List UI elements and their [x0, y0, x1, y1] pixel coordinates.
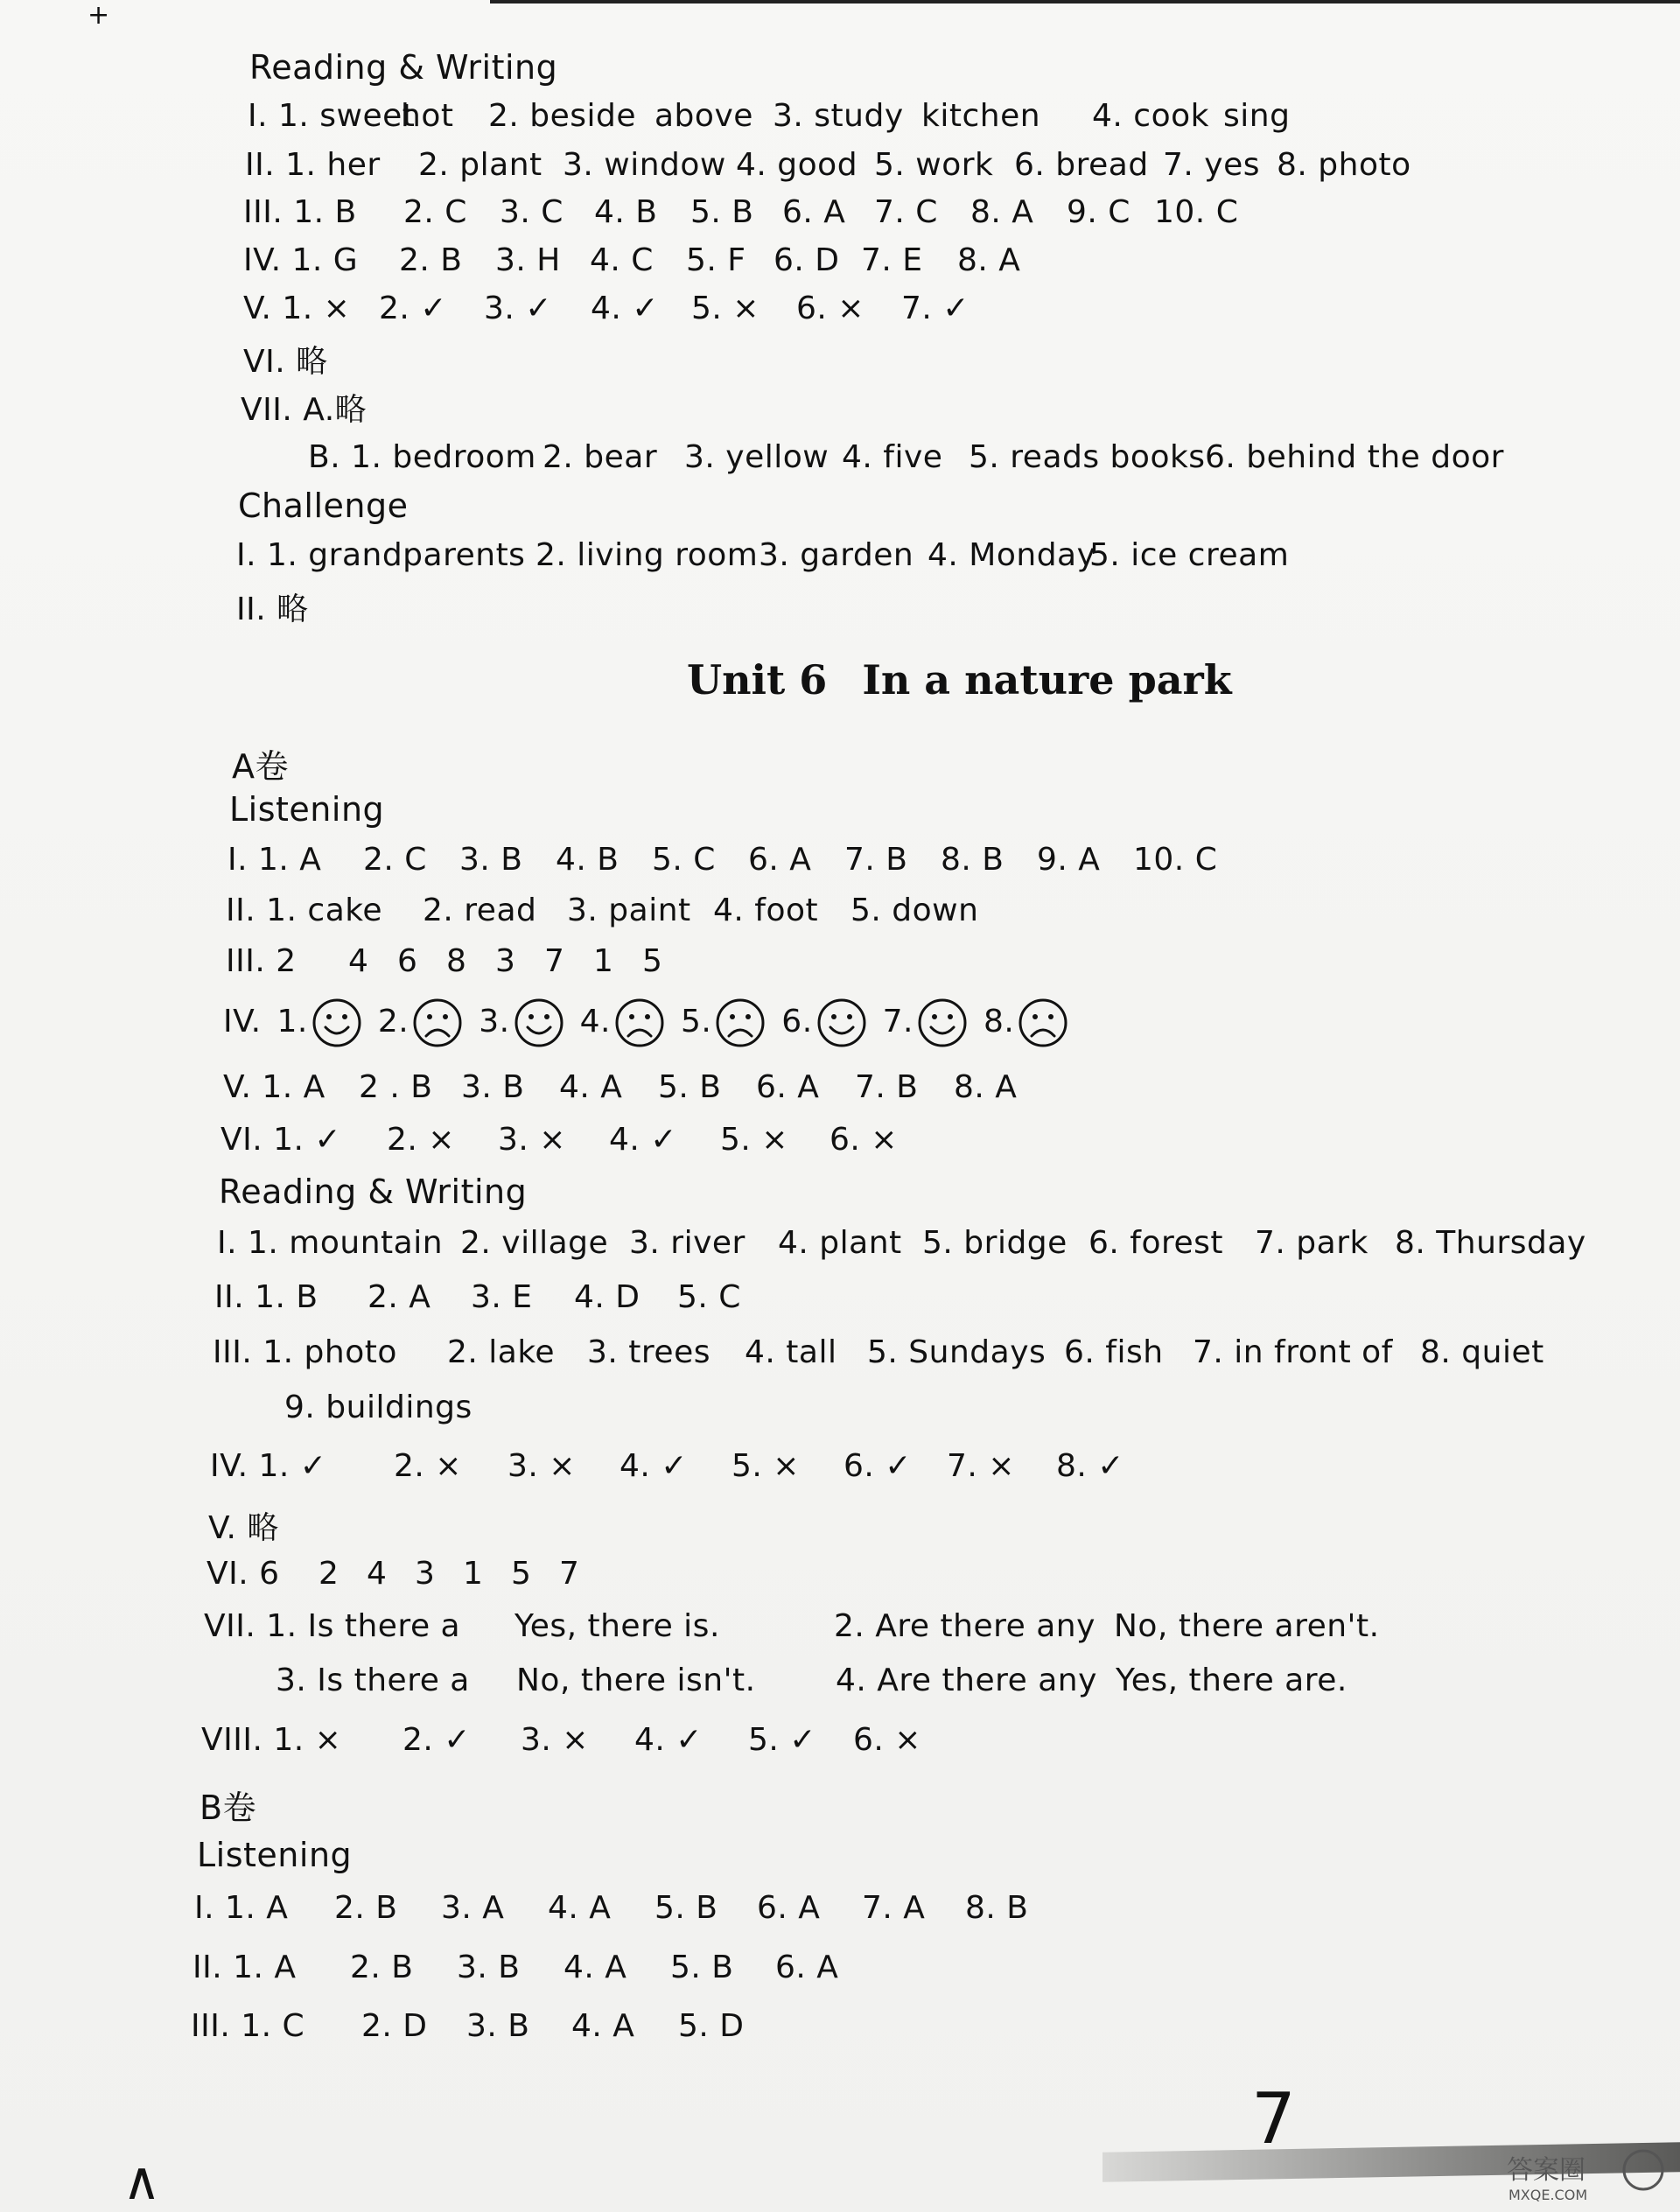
paper-a-l3: III. 2 4 6 8 3 7 1 5: [226, 943, 663, 979]
paper-b-label: B卷: [200, 1788, 257, 1827]
corner-mark-bottom: ∧: [122, 2151, 161, 2212]
sad-face-icon: [614, 998, 665, 1048]
paper-a-r2: II. 1. B 2. A 3. E 4. D 5. C: [214, 1279, 741, 1315]
face-label: 2.: [377, 1004, 410, 1040]
rw-top-q1: I. 1. sweethot 2. beside above 3. study kitchen 4. cook sing: [248, 98, 1291, 134]
rw-top-q5: V. 1. × 2. ✓ 3. ✓ 4. ✓ 5. × 6. × 7. ✓: [243, 290, 970, 326]
paper-b-l2: II. 1. A 2. B 3. B 4. A 5. B 6. A: [192, 1950, 839, 1985]
paper-b-l3: III. 1. C 2. D 3. B 4. A 5. D: [191, 2008, 745, 2044]
paper-a-l2: II. 1. cake 2. read 3. paint 4. foot 5. down: [226, 892, 979, 928]
unit-name: In a nature park: [862, 656, 1232, 704]
paper-a-rw-heading: Reading & Writing: [219, 1172, 528, 1211]
rw-top-q3: III. 1. B 2. C 3. C 4. B 5. B 6. A 7. C 8. A 9. C 10. C: [243, 194, 1239, 230]
smiley-face-icon: [816, 998, 867, 1048]
challenge-heading: Challenge: [238, 486, 409, 525]
paper-b-listening-heading: Listening: [197, 1836, 353, 1874]
sad-face-icon: [1018, 998, 1068, 1048]
rw-top-q7a: VII. A.略: [241, 392, 368, 428]
unit-title: [687, 656, 1267, 704]
sad-face-icon: [715, 998, 766, 1048]
paper-a-l5: V. 1. A 2 . B 3. B 4. A 5. B 6. A 7. B 8. A: [223, 1069, 1018, 1105]
rw-top-q4: IV. 1. G 2. B 3. H 4. C 5. F 6. D 7. E 8. A: [243, 242, 1021, 278]
rw-top-q6: VI. 略: [243, 344, 328, 380]
sad-face-icon: [412, 998, 463, 1048]
rw-top-q2: II. 1. her 2. plant 3. window 4. good 5. work 6. bread 7. yes 8. photo: [245, 147, 1411, 183]
face-label: 3.: [479, 1004, 510, 1040]
paper-a-r1: I. 1. mountain 2. village 3. river 4. plant 5. bridge 6. forest 7. park 8. Thursday: [217, 1225, 1586, 1261]
top-rule: [490, 0, 1680, 4]
svg-text:答案圈: 答案圈: [1507, 2155, 1586, 2186]
paper-a-l6: VI. 1. ✓ 2. × 3. × 4. ✓ 5. × 6. ×: [220, 1122, 898, 1158]
paper-a-r3: III. 1. photo 2. lake 3. trees 4. tall 5. Sundays 6. fish 7. in front of 8. quiet: [213, 1334, 1544, 1370]
face-label: 8.: [984, 1004, 1015, 1040]
face-label: 4.: [579, 1004, 611, 1040]
paper-a-r6: VI. 6 2 4 3 1 5 7: [206, 1556, 580, 1592]
paper-a-r7a: VII. 1. Is there a Yes, there is. 2. Are there any No, there aren't.: [204, 1608, 1380, 1644]
paper-a-r5: V. 略: [208, 1510, 279, 1546]
page-number: 7: [1251, 2078, 1296, 2160]
paper-a-l4: IV. 1. 2. 3. 4. 5. 6. 7. 8.: [223, 998, 1084, 1048]
paper-a-r4: IV. 1. ✓ 2. × 3. × 4. ✓ 5. × 6. ✓ 7. × 8. ✓: [210, 1448, 1124, 1484]
rw-top-q7b: B. 1. bedroom 2. bear 3. yellow 4. five 5. reads books6. behind the door: [308, 439, 1504, 475]
paper-a-r7b: 3. Is there a No, there isn't. 4. Are there any Yes, there are.: [276, 1662, 1348, 1698]
paper-b-l1: I. 1. A 2. B 3. A 4. A 5. B 6. A 7. A 8. B: [194, 1890, 1029, 1926]
paper-a-r8: VIII. 1. × 2. ✓ 3. × 4. ✓ 5. ✓ 6. ×: [201, 1722, 921, 1758]
face-label: 7.: [882, 1004, 914, 1040]
rw-heading-top: Reading & Writing: [249, 48, 558, 87]
watermark-logo: [1503, 2144, 1670, 2205]
face-label: 5.: [680, 1004, 712, 1040]
smiley-face-icon: [312, 998, 362, 1048]
smiley-face-icon: [917, 998, 968, 1048]
paper-a-label: A卷: [232, 747, 289, 786]
challenge-q1: I. 1. grandparents 2. living room3. garden 4. Monday5. ice cream: [236, 537, 1290, 573]
paper-a-listening-heading: Listening: [229, 790, 385, 829]
paper-a-l1: I. 1. A 2. C 3. B 4. B 5. C 6. A 7. B 8. B 9. A 10. C: [228, 842, 1218, 878]
unit-number: Unit 6: [687, 656, 828, 704]
face-label: 6.: [781, 1004, 813, 1040]
svg-text:MXQE.COM: MXQE.COM: [1508, 2187, 1588, 2203]
paper-a-r3b: 9. buildings: [284, 1390, 472, 1425]
face-label: 1.: [276, 1004, 308, 1040]
smiley-face-icon: [514, 998, 564, 1048]
corner-mark-top: +: [88, 0, 110, 31]
challenge-q2: II. 略: [236, 592, 309, 627]
